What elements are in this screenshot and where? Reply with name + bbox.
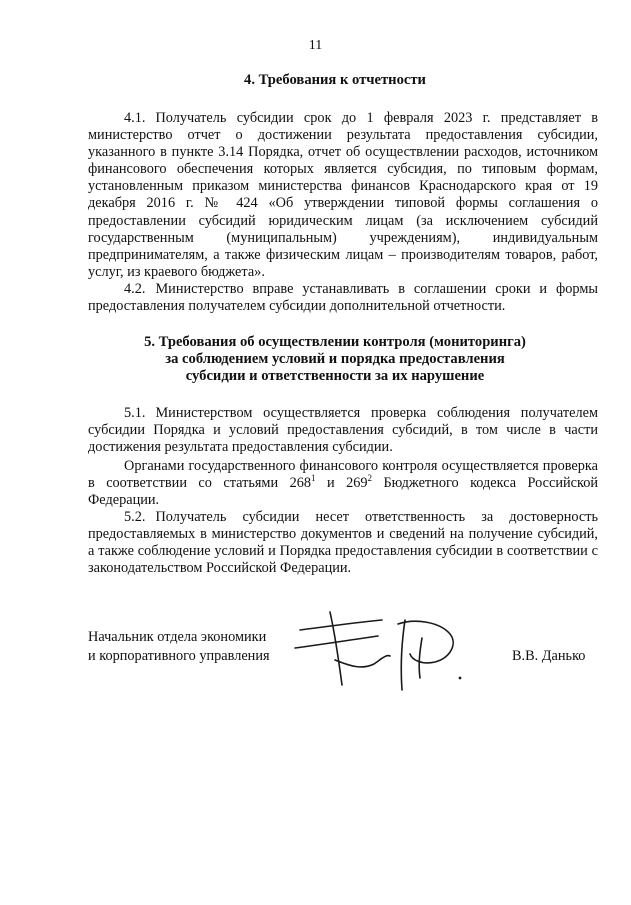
signatory-title [88,628,270,666]
paragraph-number: 4.2. [124,281,146,297]
paragraph-4-2 [88,281,598,315]
signatory-title-line: Начальник отдела экономики [88,629,267,645]
handwritten-signature [290,600,470,695]
paragraph-text: Министерство вправе устанавливать в соглашении сроки и формы предоставления получателем субсидии дополнительной отчетности. [88,281,598,315]
signatory-name: В.В. Данько [512,648,586,664]
paragraph-5-1 [88,405,598,456]
paragraph-number: 4.1. [124,110,146,126]
paragraph-text: Получатель субсидии несет ответственность за достоверность предоставляемых в министерство документов и сведений на получение субсидий, а также соблюдение условий и Порядка предоставления субсидии в соответствии с законодательством Российской Федерации. [88,509,598,577]
paragraph-text: Бюджетного кодекса Российской Федерации. [88,475,599,509]
paragraph-5-2 [88,509,598,577]
paragraph-number: 5.1. [124,405,146,421]
signatory-title-line: и корпоративного управления [88,648,270,664]
paragraph-text: Органами государственного финансового контроля осуществляется проверка в соответствии со статьями 268 [88,458,598,492]
page-number: 11 [308,38,323,53]
section-5-heading-line: 5. Требования об осуществлении контроля (мониторинга) [144,334,526,350]
footnote-superscript: 2 [367,473,373,484]
footnote-superscript: 1 [311,473,316,484]
paragraph-number: 5.2. [124,509,146,525]
paragraph-4-1 [88,110,598,281]
paragraph-text: Министерством осуществляется проверка соблюдения получателем субсидии Порядка и условий предоставления субсидий, в том числе в части достижения результата предоставления субсидии. [88,405,598,456]
section-5-heading [60,334,610,385]
section-5-heading-line: субсидии и ответственности за их нарушение [185,368,485,384]
section-5-heading-line: за соблюдением условий и порядка предоставления [165,351,505,367]
paragraph-text: и 269 [315,475,368,492]
paragraph-text: Получатель субсидии срок до 1 февраля 2023 г. представляет в министерство отчет о достижении результата предоставления субсидии, указанного в пункте 3.14 Порядка, отчет об осуществлении расходов, источником финансового обеспечения которых является субсидия, по типовым формам, установленным приказом министерства финансов Краснодарского края от 19 декабря 2016 г. № 424 «Об утверждении типовой формы соглашения о предоставлении субсидий юридическим лицам (за исключением субсидий государственным (муниципальным) учреждениям), индивидуальным предпринимателям, а также физическим лицам – производителям товаров, работ, услуг, из краевого бюджета». [88,110,598,280]
section-4-heading: 4. Требования к отчетности [244,72,426,88]
paragraph-5-1-control [88,458,598,509]
